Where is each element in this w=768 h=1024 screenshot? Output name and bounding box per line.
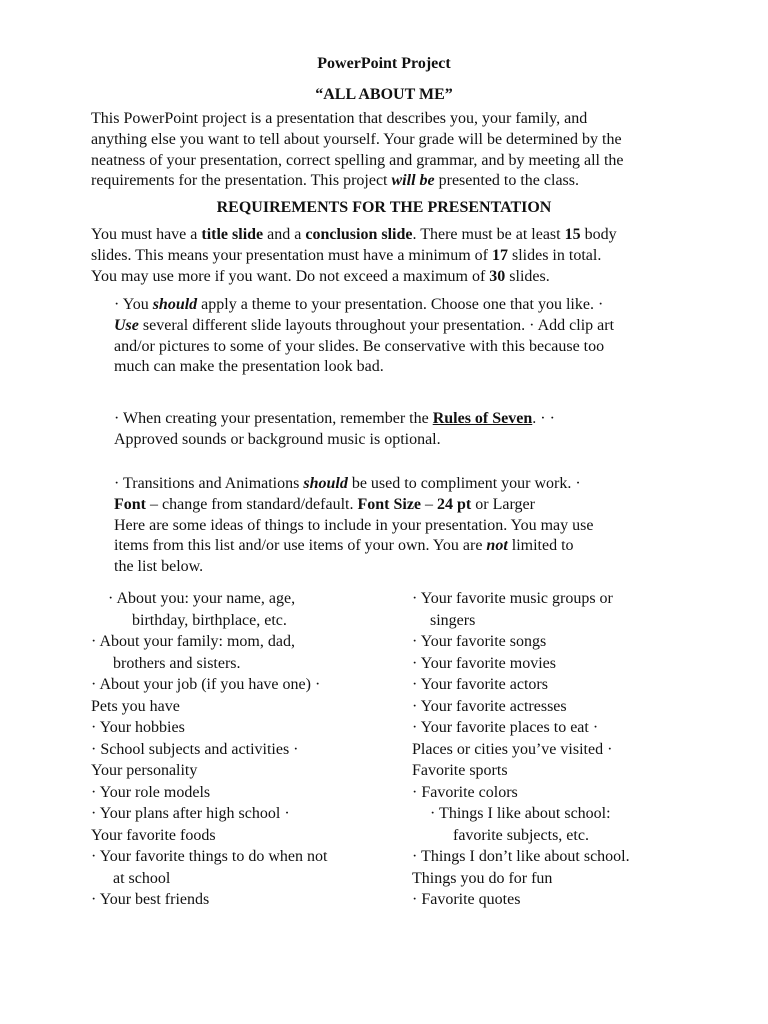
- bullet-bold: 24 pt: [437, 495, 472, 513]
- list-item: · About your family: mom, dad,: [91, 633, 295, 650]
- req-text: You may use more if you want. Do not exceed a maximum of: [91, 267, 490, 285]
- page-title: PowerPoint Project: [317, 55, 451, 72]
- ideas-list-right: [412, 589, 630, 912]
- list-item: Pets you have: [91, 697, 180, 715]
- req-bold: 15: [564, 226, 581, 243]
- req-text: slides. This means your presentation must have a minimum of: [91, 246, 492, 264]
- bullet-line: [114, 316, 614, 337]
- bullet-text: limited to: [507, 537, 574, 555]
- list-item: · Things I like about school:: [430, 805, 611, 822]
- list-item: · Your hobbies: [91, 719, 185, 736]
- req-text: body: [580, 226, 617, 243]
- bullet-emphasis: should: [152, 296, 198, 313]
- list-item: favorite subjects, etc.: [453, 826, 589, 844]
- req-line: [91, 267, 691, 288]
- list-item: singers: [430, 611, 476, 629]
- list-item: Places or cities you’ve visited ·: [412, 740, 613, 758]
- intro-paragraph: [91, 109, 691, 192]
- bullet-bold: Font: [114, 495, 146, 513]
- requirements-heading: REQUIREMENTS FOR THE PRESENTATION: [216, 199, 552, 216]
- bullet-text: · Transitions and Animations: [114, 475, 304, 492]
- list-item: · Your favorite movies: [412, 654, 556, 672]
- list-item: · School subjects and activities ·: [91, 740, 299, 758]
- requirements-paragraph: [91, 225, 691, 287]
- bullet-text: apply a theme to your presentation. Choose one that you like. ·: [197, 296, 604, 313]
- bullet-line: [114, 409, 555, 430]
- req-text: You must have a: [91, 226, 202, 243]
- bullet-line: Approved sounds or background music is optional.: [114, 430, 441, 448]
- req-bold: 17: [491, 246, 508, 264]
- intro-emphasis: will be: [391, 172, 435, 190]
- list-item: · Your best friends: [91, 891, 210, 908]
- intro-line: [91, 171, 691, 192]
- intro-text: requirements for the presentation. This project: [91, 172, 392, 190]
- bullet-line: and/or pictures to some of your slides. Be conservative with this because too: [114, 337, 605, 355]
- list-item: Favorite sports: [412, 762, 508, 779]
- req-line: [91, 246, 691, 267]
- bullet-block-rules: [114, 409, 555, 451]
- bullet-text: or Larger: [471, 495, 535, 513]
- bullet-line: Here are some ideas of things to include in your presentation. You may use: [114, 516, 594, 534]
- page-subtitle: “ALL ABOUT ME”: [315, 86, 453, 103]
- intro-line: This PowerPoint project is a presentation that describes you, your family, and: [91, 110, 588, 127]
- bullet-text: –: [421, 495, 438, 513]
- bullet-line: [114, 536, 593, 557]
- list-item: · Your favorite songs: [412, 633, 547, 650]
- req-text: . There must be at least: [412, 226, 565, 243]
- bullet-bold: Font Size: [357, 495, 422, 513]
- list-item: · Your favorite actresses: [412, 697, 567, 715]
- req-bold: title slide: [201, 226, 264, 243]
- req-text: slides in total.: [507, 246, 602, 264]
- list-item: Things you do for fun: [412, 869, 553, 887]
- list-item: · Your favorite actors: [412, 676, 548, 693]
- req-text: slides.: [505, 267, 550, 285]
- bullet-line: [114, 474, 593, 495]
- bullet-line: the list below.: [114, 558, 204, 576]
- list-item: at school: [113, 869, 171, 887]
- req-bold: conclusion slide: [305, 226, 413, 243]
- bullet-text: – change from standard/default.: [146, 495, 358, 513]
- bullet-text: . · ·: [532, 410, 555, 427]
- list-item: Your personality: [91, 762, 198, 779]
- rules-of-seven: Rules of Seven: [432, 410, 533, 427]
- list-item: birthday, birthplace, etc.: [132, 611, 287, 629]
- intro-line: neatness of your presentation, correct spelling and grammar, and by meeting all the: [91, 151, 624, 169]
- bullet-block-theme: [114, 295, 614, 378]
- list-item: · Your favorite music groups or: [412, 590, 613, 607]
- ideas-list-left: [91, 589, 327, 912]
- bullet-text: · When creating your presentation, remember the: [114, 410, 433, 427]
- list-item: brothers and sisters.: [113, 654, 241, 672]
- req-text: and a: [263, 226, 306, 243]
- bullet-emphasis: should: [303, 475, 348, 492]
- intro-text: presented to the class.: [434, 172, 580, 190]
- list-item: · Your plans after high school ·: [91, 805, 290, 822]
- req-line: [91, 225, 691, 246]
- bullet-text: several different slide layouts throughout your presentation. · Add clip art: [138, 316, 615, 334]
- list-item: · Your favorite places to eat ·: [412, 719, 599, 736]
- bullet-line: [114, 295, 614, 316]
- list-item: · About you: your name, age,: [108, 590, 296, 607]
- intro-line: anything else you want to tell about yourself. Your grade will be determined by the: [91, 130, 622, 148]
- list-item: · About your job (if you have one) ·: [91, 676, 321, 693]
- list-item: · Things I don’t like about school.: [412, 848, 630, 865]
- list-item: Your favorite foods: [91, 826, 216, 844]
- bullet-block-transitions: [114, 474, 593, 578]
- bullet-line: [114, 495, 593, 516]
- list-item: · Favorite quotes: [412, 891, 521, 908]
- list-item: · Your role models: [91, 783, 211, 801]
- bullet-text: be used to compliment your work. ·: [347, 475, 581, 492]
- bullet-text: items from this list and/or use items of your own. You are: [114, 537, 487, 555]
- bullet-text: · You: [114, 296, 153, 313]
- bullet-line: much can make the presentation look bad.: [114, 358, 384, 376]
- list-item: · Favorite colors: [412, 783, 518, 801]
- bullet-emphasis: not: [486, 537, 508, 555]
- bullet-emphasis: Use: [114, 316, 139, 334]
- list-item: · Your favorite things to do when not: [91, 848, 328, 865]
- req-bold: 30: [489, 267, 506, 285]
